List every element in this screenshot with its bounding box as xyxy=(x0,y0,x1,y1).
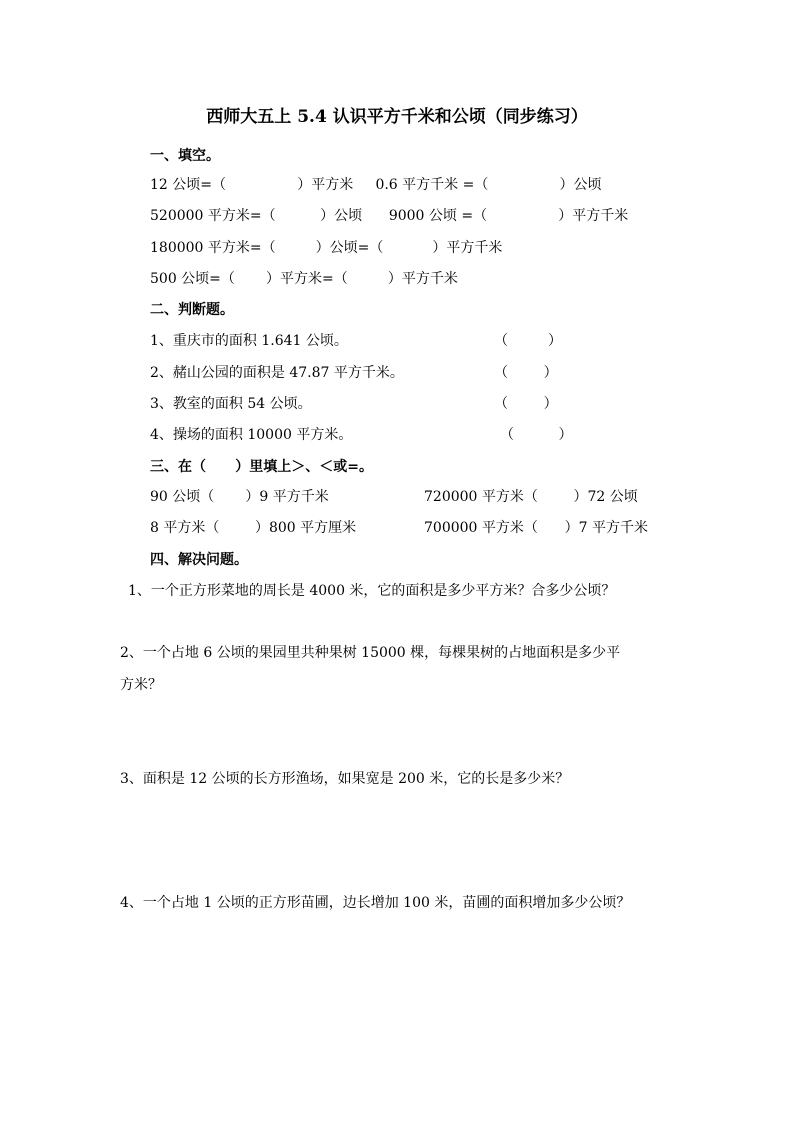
compare-item-left: 8 平方米（ ）800 平方厘米 xyxy=(150,520,357,536)
page-title: 西师大五上 5.4 认识平方千米和公顷（同步练习） xyxy=(206,107,588,127)
judgment-item-text: 1、重庆市的面积 1.641 公顷。 xyxy=(150,333,348,349)
fill-blank-line: 12 公顷=（ ）平方米 0.6 平方千米 =（ ）公顷 xyxy=(150,177,602,193)
compare-item-right: 720000 平方米（ ）72 公顷 xyxy=(424,489,638,505)
judgment-item-text: 2、赭山公园的面积是 47.87 平方千米。 xyxy=(150,365,404,381)
judgment-item-blank: （ ） xyxy=(494,333,563,349)
word-problem: 3、面积是 12 公顷的长方形渔场，如果宽是 200 米，它的长是多少米？ xyxy=(120,771,570,787)
word-problem: 2、一个占地 6 公顷的果园里共种果树 15000 棵，每棵果树的占地面积是多少平 xyxy=(120,645,621,661)
word-problem: 1、一个正方形菜地的周长是 4000 米，它的面积是多少平方米？合多少公顷？ xyxy=(128,583,616,599)
judgment-item-text: 4、操场的面积 10000 平方米。 xyxy=(150,427,353,443)
section-heading-judgment: 二、判断题。 xyxy=(150,302,234,318)
fill-blank-line: 500 公顷=（ ）平方米=（ ）平方千米 xyxy=(150,271,458,287)
word-problem-continued: 方米？ xyxy=(120,677,162,693)
judgment-item-blank: （ ） xyxy=(494,396,558,412)
section-heading-problems: 四、解决问题。 xyxy=(150,552,248,568)
section-heading-compare: 三、在（ ）里填上＞、＜或=。 xyxy=(150,459,373,475)
section-heading-fill-blank: 一、填空。 xyxy=(150,148,220,164)
fill-blank-line: 180000 平方米=（ ）公顷=（ ）平方千米 xyxy=(150,240,503,256)
word-problem: 4、一个占地 1 公顷的正方形苗圃，边长增加 100 米，苗圃的面积增加多少公顷？ xyxy=(120,895,631,911)
compare-item-left: 90 公顷（ ）9 平方千米 xyxy=(150,489,329,505)
judgment-item-blank: （ ） xyxy=(500,427,573,443)
compare-item-right: 700000 平方米（ ）7 平方千米 xyxy=(424,520,648,536)
judgment-item-text: 3、教室的面积 54 公顷。 xyxy=(150,396,312,412)
fill-blank-line: 520000 平方米=（ ）公顷 9000 公顷 =（ ）平方千米 xyxy=(150,208,629,224)
judgment-item-blank: （ ） xyxy=(494,365,558,381)
